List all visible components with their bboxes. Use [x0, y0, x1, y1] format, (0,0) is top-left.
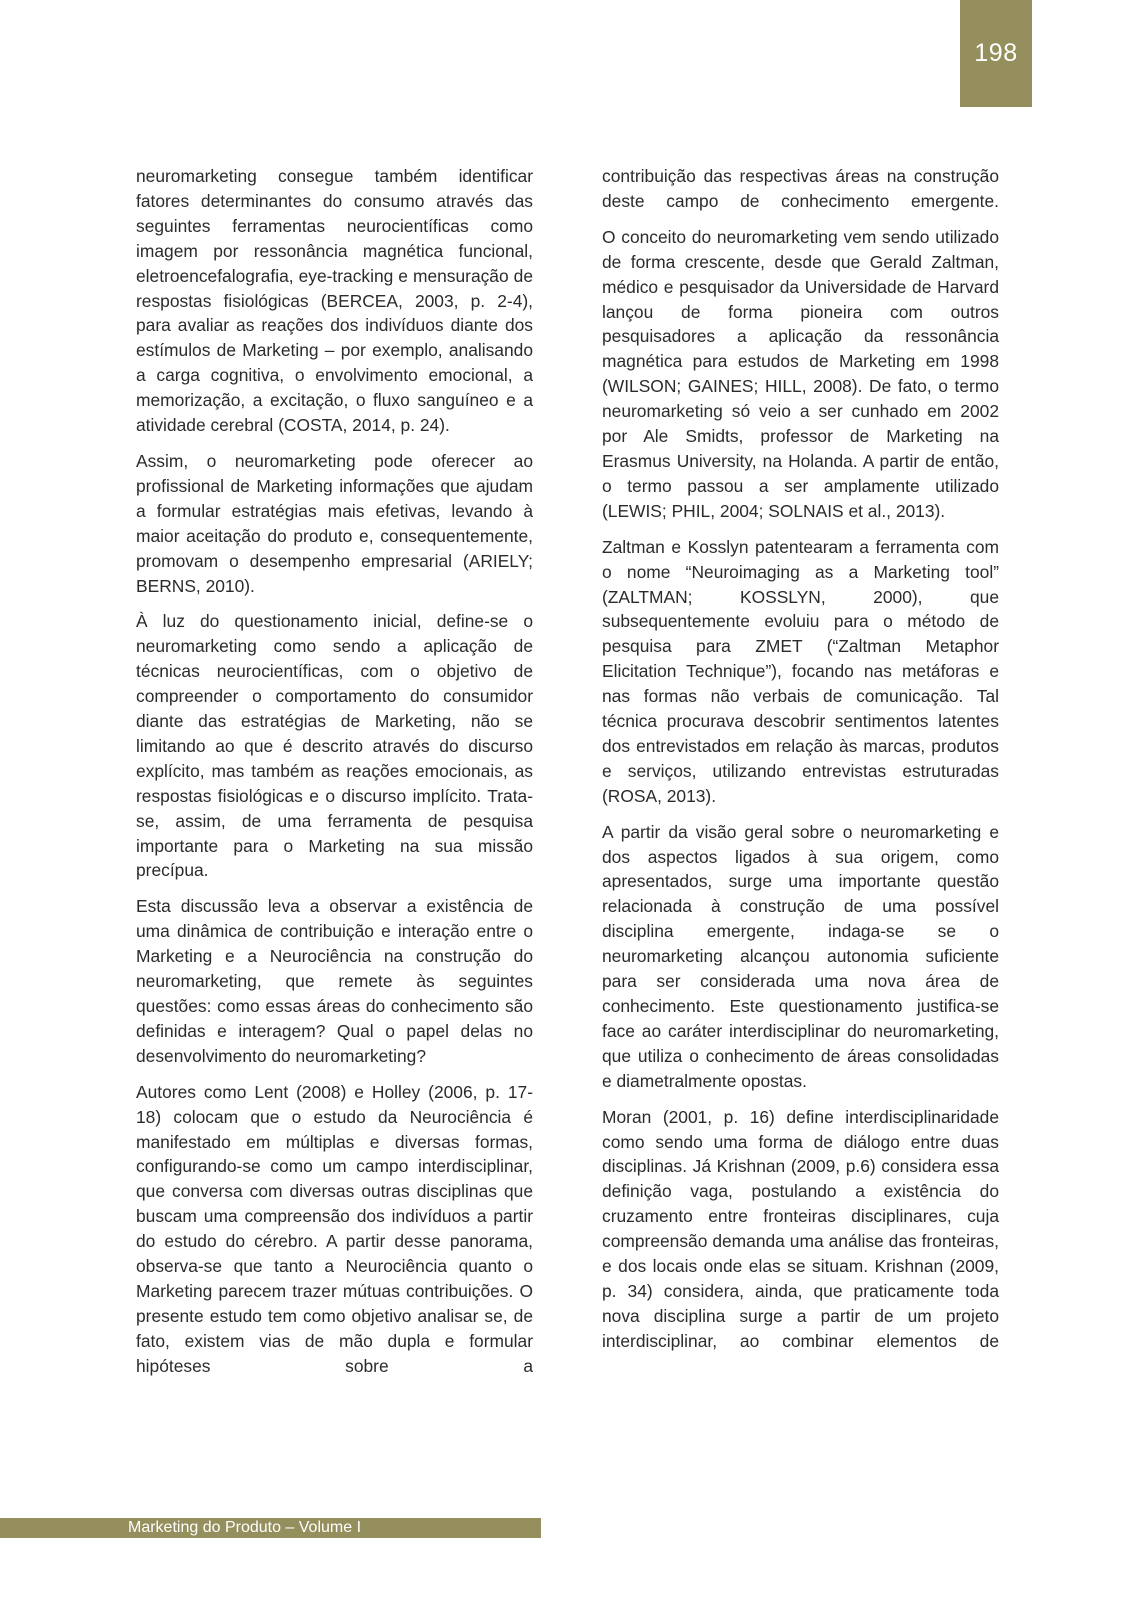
paragraph: neuromarketing consegue também identificar fatores determinantes do consumo através das seguintes ferramentas neurocientíficas como imagem por ressonância magnética funcional, eletroencefalografia, eye-tracking e mensuração de respostas fisiológicas (BERCEA, 2003, p. 2-4), para avaliar as reações dos indivíduos diante dos estímulos de Marketing – por exemplo, analisando a carga cognitiva, o envolvimento emocional, a memorização, a excitação, o fluxo sanguíneo e a atividade cerebral (COSTA, 2014, p. 24).: [136, 166, 533, 436]
right-column: [602, 164, 999, 1365]
left-column: [136, 164, 533, 1390]
footer-title: Marketing do Produto – Volume I: [128, 1519, 362, 1536]
paragraph: A partir da visão geral sobre o neuromarketing e dos aspectos ligados à sua origem, como apresentados, surge uma importante questão relacionada à construção de uma possível disciplina emergente, indaga-se se o neuromarketing alcançou autonomia suficiente para ser considerada uma nova área de conhecimento. Este questionamento justifica-se face ao caráter interdisciplinar do neuromarketing, que utiliza o conhecimento de áreas consolidadas e diametralmente opostas.: [602, 821, 999, 1091]
paragraph: Moran (2001, p. 16) define interdisciplinaridade como sendo uma forma de diálogo entre duas disciplinas. Já Krishnan (2009, p.6) considera essa definição vaga, postulando a existência do cruzamento entre fronteiras disciplinares, cuja compreensão demanda uma análise das fronteiras, e dos locais onde elas se situam. Krishnan (2009, p. 34) considera, ainda, que praticamente toda nova disciplina surge a partir de um projeto interdisciplinar, ao combinar elementos de: [602, 1106, 999, 1351]
paragraph: O conceito do neuromarketing vem sendo utilizado de forma crescente, desde que Gerald Zaltman, médico e pesquisador da Universidade de Harvard lançou de forma pioneira com outros pesquisadores a aplicação da ressonância magnética para estudos de Marketing em 1998 (WILSON; GAINES; HILL, 2008). De fato, o termo neuromarketing só veio a ser cunhado em 2002 por Ale Smidts, professor de Marketing na Erasmus University, na Holanda. A partir de então, o termo passou a ser amplamente utilizado (LEWIS; PHIL, 2004; SOLNAIS et al., 2013).: [602, 226, 999, 521]
paragraph: À luz do questionamento inicial, define-se o neuromarketing como sendo a aplicação de técnicas neurocientíficas, com o objetivo de compreender o comportamento do consumidor diante das estratégias de Marketing, não se limitando ao que é descrito através do discurso explícito, mas também as reações emocionais, as respostas fisiológicas e o discurso implícito. Trata-se, assim, de uma ferramenta de pesquisa importante para o Marketing na sua missão precípua.: [136, 611, 533, 881]
paragraph: Zaltman e Kosslyn patentearam a ferramenta com o nome “Neuroimaging as a Marketing tool” (ZALTMAN; KOSSLYN, 2000), que subsequentemente evoluiu para o método de pesquisa para ZMET (“Zaltman Metaphor Elicitation Technique”), focando nas metáforas e nas formas não verbais de comunicação. Tal técnica procurava descobrir sentimentos latentes dos entrevistados em relação às marcas, produtos e serviços, utilizando entrevistas estruturadas (ROSA, 2013).: [602, 536, 999, 806]
page-number: 198: [974, 39, 1018, 67]
paragraph: contribuição das respectivas áreas na construção deste campo de conhecimento emergente.: [602, 166, 999, 211]
paragraph: Autores como Lent (2008) e Holley (2006, p. 17-18) colocam que o estudo da Neurociência é manifestado em múltiplas e diversas formas, configurando-se como um campo interdisciplinar, que conversa com diversas outras disciplinas que buscam uma compreensão dos indivíduos a partir do estudo do cérebro. A partir desse panorama, observa-se que tanto a Neurociência quanto o Marketing parecem trazer mútuas contribuições. O presente estudo tem como objetivo analisar se, de fato, existem vias de mão dupla e formular hipóteses sobre a: [136, 1081, 533, 1376]
paragraph: Assim, o neuromarketing pode oferecer ao profissional de Marketing informações que ajudam a formular estratégias mais efetivas, levando à maior aceitação do produto e, consequentemente, promovam o desempenho empresarial (ARIELY; BERNS, 2010).: [136, 450, 533, 596]
page-number-tab: [960, 0, 1032, 107]
paragraph: Esta discussão leva a observar a existência de uma dinâmica de contribuição e interação entre o Marketing e a Neurociência na construção do neuromarketing, que remete às seguintes questões: como essas áreas do conhecimento são definidas e interagem? Qual o papel delas no desenvolvimento do neuromarketing?: [136, 896, 533, 1066]
footer-bar: [0, 1518, 541, 1538]
